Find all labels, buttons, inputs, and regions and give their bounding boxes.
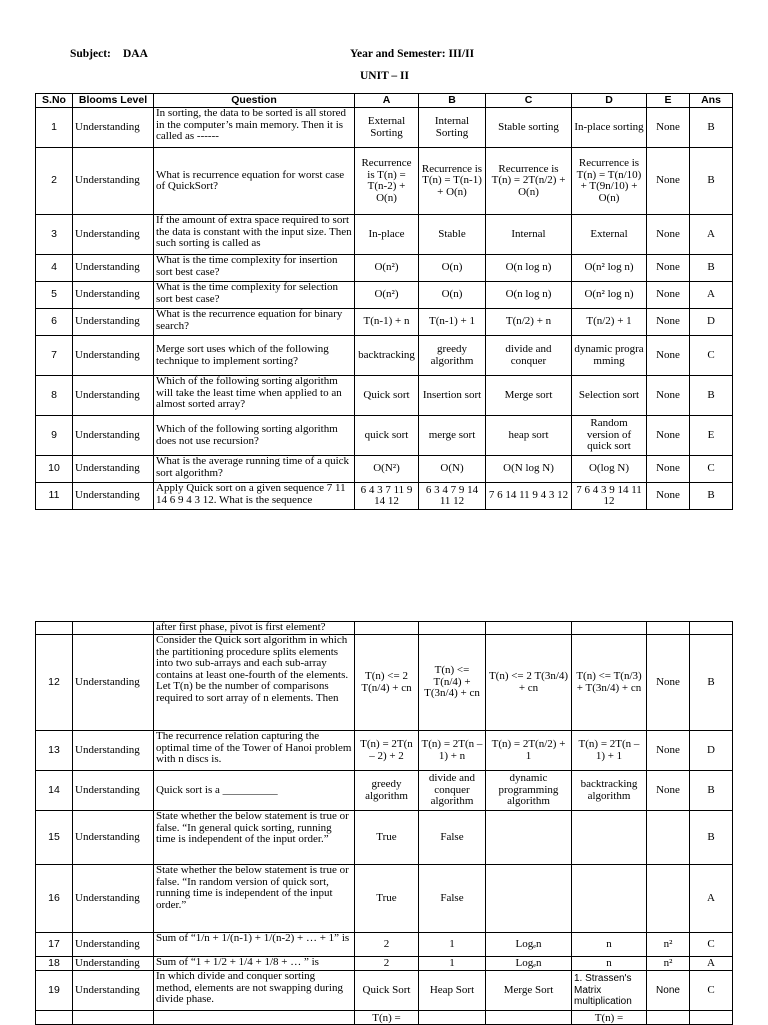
answer-cell: B: [690, 771, 733, 811]
option-e-cell: None: [647, 148, 690, 215]
option-e-cell: None: [647, 255, 690, 282]
option-a-cell: O(n²): [355, 255, 419, 282]
option-b-cell: greedy algorithm: [419, 336, 486, 376]
question-cell: Consider the Quick sort algorithm in which the partitioning procedure splits elements into two sub-arrays and each sub-array contains at least one-fourth of the elements. Let T(n) be the number of comparisons required to sort array of n elements. Then: [154, 635, 355, 731]
answer-cell: B: [690, 376, 733, 416]
answer-cell: A: [690, 282, 733, 309]
option-c-cell: O(n log n): [486, 255, 572, 282]
col-header-blooms-level: Blooms Level: [73, 94, 154, 108]
option-b-cell: 1: [419, 957, 486, 971]
blooms-level-cell: Understanding: [73, 865, 154, 933]
blooms-level-cell: Understanding: [73, 255, 154, 282]
option-e-cell: n²: [647, 933, 690, 957]
option-e-cell: None: [647, 416, 690, 456]
col-header-answer: Ans: [690, 94, 733, 108]
option-b-cell: O(n): [419, 282, 486, 309]
answer-cell: C: [690, 336, 733, 376]
option-c-cell: O(n log n): [486, 282, 572, 309]
option-b-cell: O(n): [419, 255, 486, 282]
blooms-level-cell: Understanding: [73, 635, 154, 731]
option-d-cell: dynamic programming: [572, 336, 647, 376]
table-row: [36, 1011, 733, 1025]
option-b-cell: 1: [419, 933, 486, 957]
table-row: [36, 971, 733, 1011]
option-d-cell: 1. Strassen's Matrix multiplication: [572, 971, 647, 1011]
option-d-cell: T(n) = 2T(n – 1) + 1: [572, 731, 647, 771]
answer-cell: C: [690, 933, 733, 957]
option-c-cell: [486, 811, 572, 865]
option-d-cell: O(n² log n): [572, 282, 647, 309]
table-row: [36, 148, 733, 215]
option-e-cell: [647, 865, 690, 933]
option-a-cell: T(n) = 2T(n – 2) + 2: [355, 731, 419, 771]
sno-cell: 3: [36, 215, 73, 255]
option-c-cell: Logₑn: [486, 933, 572, 957]
col-header-sno: S.No: [36, 94, 73, 108]
question-table-page-2: [35, 621, 733, 1025]
option-b-cell: Heap Sort: [419, 971, 486, 1011]
answer-cell: C: [690, 456, 733, 483]
option-b-cell: T(n-1) + 1: [419, 309, 486, 336]
blooms-level-cell: Understanding: [73, 456, 154, 483]
option-c-cell: heap sort: [486, 416, 572, 456]
answer-cell: B: [690, 108, 733, 148]
question-cell: What is recurrence equation for worst case of QuickSort?: [154, 148, 355, 215]
option-d-cell: n: [572, 957, 647, 971]
table-row: [36, 416, 733, 456]
option-a-cell: In-place: [355, 215, 419, 255]
answer-cell: A: [690, 215, 733, 255]
blooms-level-cell: Understanding: [73, 933, 154, 957]
blooms-level-cell: Understanding: [73, 108, 154, 148]
option-e-cell: None: [647, 971, 690, 1011]
option-c-cell: [486, 865, 572, 933]
option-a-cell: External Sorting: [355, 108, 419, 148]
option-d-cell: n: [572, 933, 647, 957]
option-d-cell: T(n) =: [572, 1011, 647, 1025]
sno-cell: 5: [36, 282, 73, 309]
option-b-cell: Internal Sorting: [419, 108, 486, 148]
table-row: [36, 811, 733, 865]
option-d-cell: In-place sorting: [572, 108, 647, 148]
option-a-cell: Quick Sort: [355, 971, 419, 1011]
question-table-page-1: [35, 93, 733, 510]
col-header-option-e: E: [647, 94, 690, 108]
option-d-cell: backtracking algorithm: [572, 771, 647, 811]
option-b-cell: 6 3 4 7 9 14 11 12: [419, 483, 486, 510]
subject-label: Subject:: [70, 48, 111, 60]
option-a-cell: 6 4 3 7 11 9 14 12: [355, 483, 419, 510]
answer-cell: B: [690, 483, 733, 510]
sno-cell: 13: [36, 731, 73, 771]
col-header-question: Question: [154, 94, 355, 108]
answer-cell: B: [690, 255, 733, 282]
option-a-cell: backtracking: [355, 336, 419, 376]
sno-cell: 6: [36, 309, 73, 336]
answer-cell: A: [690, 957, 733, 971]
question-cell: If the amount of extra space required to sort the data is constant with the input size. Then such sorting is called as: [154, 215, 355, 255]
option-d-cell: O(log N): [572, 456, 647, 483]
col-header-option-c: C: [486, 94, 572, 108]
question-cell: In sorting, the data to be sorted is all stored in the computer’s main memory. Then it is called as ------: [154, 108, 355, 148]
option-c-cell: Internal: [486, 215, 572, 255]
sno-cell: 1: [36, 108, 73, 148]
option-e-cell: None: [647, 731, 690, 771]
blooms-level-cell: Understanding: [73, 282, 154, 309]
blooms-level-cell: Understanding: [73, 771, 154, 811]
option-a-cell: T(n-1) + n: [355, 309, 419, 336]
answer-cell: B: [690, 635, 733, 731]
option-d-cell: [572, 865, 647, 933]
option-e-cell: n²: [647, 957, 690, 971]
option-e-cell: None: [647, 771, 690, 811]
question-cell: What is the time complexity for selection sort best case?: [154, 282, 355, 309]
blooms-level-cell: Understanding: [73, 376, 154, 416]
question-cell: What is the time complexity for insertion sort best case?: [154, 255, 355, 282]
option-a-cell: O(N²): [355, 456, 419, 483]
option-d-cell: Random version of quick sort: [572, 416, 647, 456]
answer-cell: B: [690, 148, 733, 215]
subject-value: DAA: [123, 48, 148, 60]
question-cell: State whether the below statement is true or false. “In random version of quick sort, running time is independent of the input order.”: [154, 865, 355, 933]
option-b-cell: T(n) <= T(n/4) + T(3n/4) + cn: [419, 635, 486, 731]
question-cell: Sum of “1/n + 1/(n-1) + 1/(n-2) + … + 1” is: [154, 933, 355, 957]
table-row: [36, 957, 733, 971]
option-e-cell: None: [647, 456, 690, 483]
sno-cell: 16: [36, 865, 73, 933]
option-d-cell: [572, 811, 647, 865]
option-e-cell: None: [647, 635, 690, 731]
option-a-cell: greedy algorithm: [355, 771, 419, 811]
option-d-cell: Selection sort: [572, 376, 647, 416]
blooms-level-cell: Understanding: [73, 309, 154, 336]
year-semester: Year and Semester: III/II: [350, 48, 475, 60]
blooms-level-cell: Understanding: [73, 215, 154, 255]
blooms-level-cell: Understanding: [73, 336, 154, 376]
question-cell: Which of the following sorting algorithm will take the least time when applied to an almost sorted array?: [154, 376, 355, 416]
option-c-cell: divide and conquer: [486, 336, 572, 376]
option-b-cell: Insertion sort: [419, 376, 486, 416]
question-cell: The recurrence relation capturing the optimal time of the Tower of Hanoi problem with n discs is.: [154, 731, 355, 771]
answer-cell: D: [690, 731, 733, 771]
blooms-level-cell: Understanding: [73, 957, 154, 971]
option-d-cell: Recurrence is T(n) = T(n/10) + T(9n/10) + O(n): [572, 148, 647, 215]
option-e-cell: None: [647, 108, 690, 148]
option-d-cell: O(n² log n): [572, 255, 647, 282]
sno-cell: 19: [36, 971, 73, 1011]
option-d-cell: T(n) <= T(n/3) + T(3n/4) + cn: [572, 635, 647, 731]
option-e-cell: None: [647, 376, 690, 416]
option-b-cell: O(N): [419, 456, 486, 483]
option-b-cell: Stable: [419, 215, 486, 255]
option-c-cell: dynamic programming algorithm: [486, 771, 572, 811]
unit-title: UNIT – II: [360, 70, 409, 82]
option-b-cell: False: [419, 865, 486, 933]
table-row: [36, 483, 733, 510]
table-row: [36, 731, 733, 771]
option-c-cell: T(n) <= 2 T(3n/4) + cn: [486, 635, 572, 731]
table-row: [36, 456, 733, 483]
sno-cell: 15: [36, 811, 73, 865]
option-c-cell: O(N log N): [486, 456, 572, 483]
table-row: [36, 282, 733, 309]
option-d-cell: External: [572, 215, 647, 255]
table-row: [36, 865, 733, 933]
table-row: [36, 376, 733, 416]
option-a-cell: T(n) =: [355, 1011, 419, 1025]
sno-cell: 2: [36, 148, 73, 215]
option-e-cell: [647, 811, 690, 865]
option-a-cell: True: [355, 865, 419, 933]
sno-cell: 18: [36, 957, 73, 971]
option-b-cell: divide and conquer algorithm: [419, 771, 486, 811]
blooms-level-cell: Understanding: [73, 483, 154, 510]
table-row: [36, 108, 733, 148]
option-a-cell: O(n²): [355, 282, 419, 309]
sno-cell: 11: [36, 483, 73, 510]
table-row: [36, 255, 733, 282]
question-cell: State whether the below statement is true or false. “In general quick sorting, running time is independent of the input order.”: [154, 811, 355, 865]
answer-cell: E: [690, 416, 733, 456]
option-d-cell: T(n/2) + 1: [572, 309, 647, 336]
option-c-cell: Recurrence is T(n) = 2T(n/2) + O(n): [486, 148, 572, 215]
sno-cell: 14: [36, 771, 73, 811]
table-row: [36, 635, 733, 731]
blooms-level-cell: Understanding: [73, 811, 154, 865]
question-cell: Sum of “1 + 1/2 + 1/4 + 1/8 + … ” is: [154, 957, 355, 971]
sno-cell: 4: [36, 255, 73, 282]
option-a-cell: T(n) <= 2 T(n/4) + cn: [355, 635, 419, 731]
table-row: [36, 309, 733, 336]
answer-cell: C: [690, 971, 733, 1011]
option-c-cell: T(n/2) + n: [486, 309, 572, 336]
question-cell: In which divide and conquer sorting method, elements are not swapping during divide phase.: [154, 971, 355, 1011]
option-b-cell: Recurrence is T(n) = T(n-1) + O(n): [419, 148, 486, 215]
option-c-cell: Merge sort: [486, 376, 572, 416]
sno-cell: 9: [36, 416, 73, 456]
option-e-cell: None: [647, 282, 690, 309]
question-cell: Quick sort is a __________: [154, 771, 355, 811]
question-cell: What is the average running time of a quick sort algorithm?: [154, 456, 355, 483]
question-continuation-cell: after first phase, pivot is first element?: [154, 622, 355, 635]
blooms-level-cell: Understanding: [73, 731, 154, 771]
table-row: [36, 215, 733, 255]
option-a-cell: quick sort: [355, 416, 419, 456]
table-row: [36, 336, 733, 376]
option-e-cell: None: [647, 336, 690, 376]
table-row: [36, 933, 733, 957]
col-header-option-d: D: [572, 94, 647, 108]
option-e-cell: None: [647, 483, 690, 510]
col-header-option-a: A: [355, 94, 419, 108]
option-b-cell: merge sort: [419, 416, 486, 456]
blooms-level-cell: Understanding: [73, 416, 154, 456]
option-c-cell: T(n) = 2T(n/2) + 1: [486, 731, 572, 771]
table-row: [36, 771, 733, 811]
answer-cell: B: [690, 811, 733, 865]
answer-cell: A: [690, 865, 733, 933]
question-cell: What is the recurrence equation for binary search?: [154, 309, 355, 336]
blooms-level-cell: Understanding: [73, 971, 154, 1011]
sno-cell: 10: [36, 456, 73, 483]
option-a-cell: 2: [355, 957, 419, 971]
answer-cell: D: [690, 309, 733, 336]
option-d-cell: 7 6 4 3 9 14 11 12: [572, 483, 647, 510]
blooms-level-cell: Understanding: [73, 148, 154, 215]
sno-cell: 8: [36, 376, 73, 416]
question-cell: Apply Quick sort on a given sequence 7 11 14 6 9 4 3 12. What is the sequence: [154, 483, 355, 510]
option-c-cell: Stable sorting: [486, 108, 572, 148]
question-cell: Merge sort uses which of the following technique to implement sorting?: [154, 336, 355, 376]
option-e-cell: None: [647, 215, 690, 255]
sno-cell: 17: [36, 933, 73, 957]
option-a-cell: Quick sort: [355, 376, 419, 416]
sno-cell: 7: [36, 336, 73, 376]
option-b-cell: T(n) = 2T(n – 1) + n: [419, 731, 486, 771]
option-c-cell: Logₑn: [486, 957, 572, 971]
table-row: [36, 622, 733, 635]
col-header-option-b: B: [419, 94, 486, 108]
question-cell: Which of the following sorting algorithm does not use recursion?: [154, 416, 355, 456]
option-c-cell: Merge Sort: [486, 971, 572, 1011]
option-a-cell: Recurrence is T(n) = T(n-2) + O(n): [355, 148, 419, 215]
option-e-cell: None: [647, 309, 690, 336]
option-b-cell: False: [419, 811, 486, 865]
option-a-cell: 2: [355, 933, 419, 957]
option-c-cell: 7 6 14 11 9 4 3 12: [486, 483, 572, 510]
option-a-cell: True: [355, 811, 419, 865]
sno-cell: 12: [36, 635, 73, 731]
